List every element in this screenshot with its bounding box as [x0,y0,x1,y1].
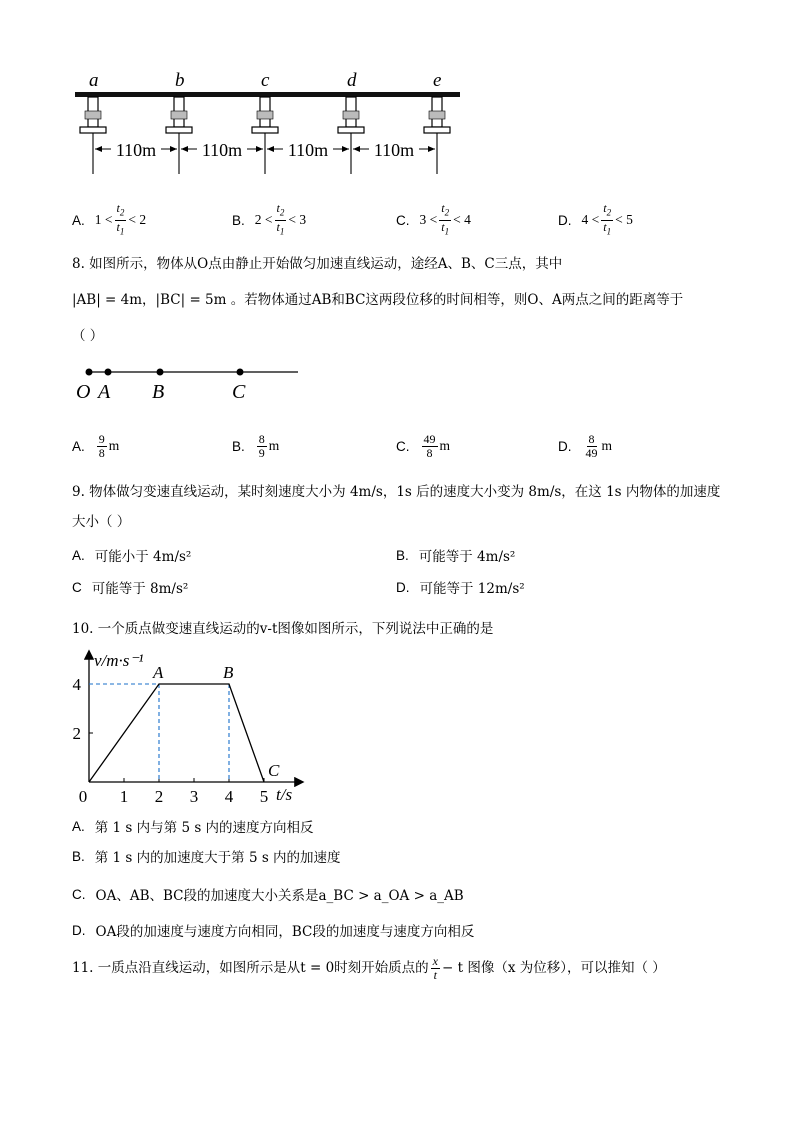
q8-stem-line2: |AB| = 4m，|BC| = 5m 。若物体通过AB和BC这两段位移的时间相等，则O、A两点之间的距离等于 [72,292,684,308]
dimension-arrow [181,146,188,152]
pier-cap [85,111,101,119]
point-A [105,369,112,376]
pier-base [252,127,278,133]
x-tick-label: 2 [154,787,164,806]
point-label-C: C [268,761,280,780]
label-B: B [152,381,165,403]
y-tick-label: 2 [72,724,81,743]
dimension-arrow [95,146,102,152]
q8-figure [72,360,304,408]
q10-option-b: B. 第 1 s 内的加速度大于第 5 s 内的加速度 [72,848,341,866]
point-label-a: a [89,70,99,91]
pier-cap [257,111,273,119]
span-label: 110m [201,140,243,160]
point-label-e: e [433,70,442,91]
pier-cap [429,111,445,119]
pier-base [338,127,364,133]
pier-cap [171,111,187,119]
point-label-d: d [347,70,357,91]
q7-option-b: B. 2 < $\frac{t_2}{t_1}$ < 3 [232,201,307,236]
x-axis-label: t/s [276,785,293,804]
x-tick-label: 3 [189,787,199,806]
q11-fraction: $\frac{x}{t}$ [432,953,438,982]
q8-option-a: A. $\frac{9}{8}$ m [72,431,120,460]
q8-options [72,426,732,466]
q7-option-c: C. 3 < $\frac{t_2}{t_1}$ < 4 [396,201,471,236]
vt-series-line [89,684,264,782]
q7-option-d: D. 4 < $\frac{t_2}{t_1}$ < 5 [558,201,633,236]
rail-beam [75,92,460,97]
pier-base [80,127,106,133]
q9-option-c: C 可能等于 8m/s² [72,579,189,597]
q8-option-c: C. $\frac{49}{8}$ m [396,431,451,460]
dimension-arrow [428,146,435,152]
q9-option-b: B. 可能等于 4m/s² [396,547,516,565]
dimension-arrow [170,146,177,152]
point-C [237,369,244,376]
q10-option-a: A. 第 1 s 内与第 5 s 内的速度方向相反 [72,818,314,836]
q9-option-a: A. 可能小于 4m/s² [72,547,192,565]
q7-figure [70,68,470,180]
q11-stem: 11. 一质点沿直线运动，如图所示是从t = 0时刻开始质点的 $\frac{x}{t}$ − t 图像（x 为位移），可以推知（ ） [72,953,666,982]
q8-option-d: D. $\frac{8}{49}$ m [558,431,613,460]
q7-options [72,198,732,242]
pier-cap [343,111,359,119]
label-A: A [98,381,111,403]
point-B [157,369,164,376]
y-tick-label: 4 [72,675,81,694]
q10-vt-chart [72,646,312,806]
label-C: C [232,381,246,403]
pier-base [424,127,450,133]
q10-stem: 10. 一个质点做变速直线运动的v-t图像如图所示，下列说法中正确的是 [72,621,494,637]
point-label-b: b [175,70,185,91]
x-tick-label: 5 [259,787,269,806]
x-tick-label: 4 [224,787,234,806]
dimension-arrow [256,146,263,152]
point-O [86,369,93,376]
q9-stem-line2: 大小（ ） [72,514,131,530]
q10-option-d: D. OA段的加速度与速度方向相同，BC段的加速度与速度方向相反 [72,922,475,940]
dimension-arrow [267,146,274,152]
origin-label: 0 [78,787,88,806]
span-label: 110m [115,140,157,160]
q8-stem-line3: （ ） [72,328,104,344]
dimension-arrow [353,146,360,152]
q10-option-c: C. OA、AB、BC段的加速度大小关系是a_BC > a_OA > a_AB [72,886,464,904]
y-axis-label: v/m·s⁻¹ [94,651,144,670]
point-label-B: B [223,663,234,682]
pier-base [166,127,192,133]
x-tick-label: 1 [119,787,129,806]
label-O: O [76,381,91,403]
q8-option-b: B. $\frac{8}{9}$ m [232,431,280,460]
q9-option-d: D. 可能等于 12m/s² [396,579,525,597]
q8-stem-line1: 8. 如图所示，物体从O点由静止开始做匀加速直线运动，途经A、B、C三点，其中 [72,256,563,272]
q7-option-a: A. 1 < $\frac{t_2}{t_1}$ < 2 [72,201,147,236]
span-label: 110m [373,140,415,160]
dimension-arrow [342,146,349,152]
span-label: 110m [287,140,329,160]
q9-stem-line1: 9. 物体做匀变速直线运动，某时刻速度大小为 4m/s，1s 后的速度大小变为 8m/s，在这 1s 内物体的加速度 [72,484,721,500]
point-label-c: c [261,70,270,91]
point-label-A: A [153,663,164,682]
